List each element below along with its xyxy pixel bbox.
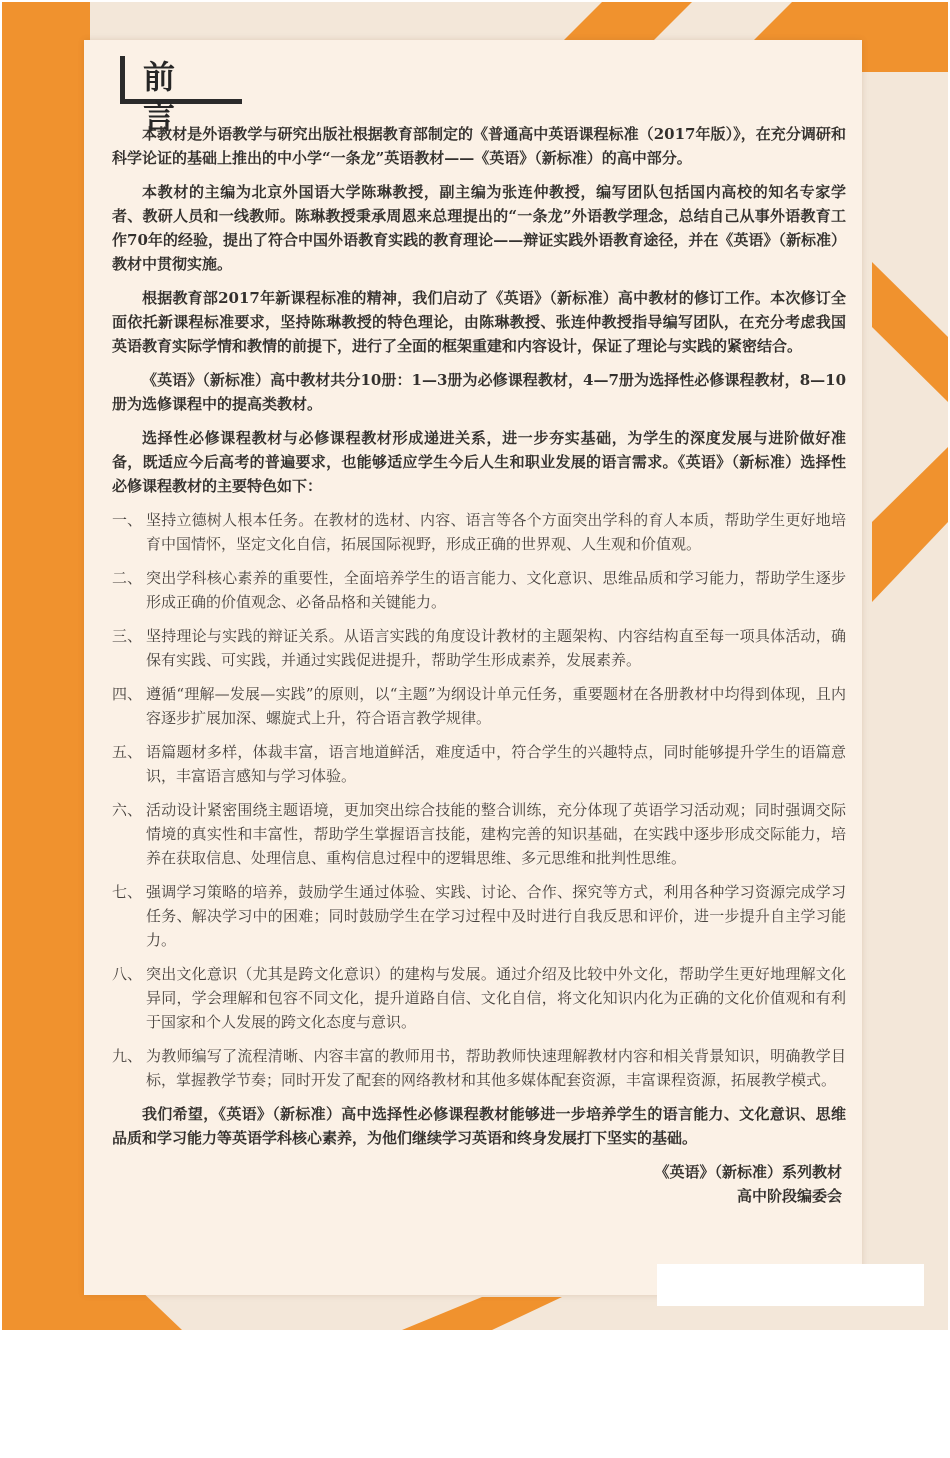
title-frame	[120, 56, 242, 136]
signature-committee: 高中阶段编委会	[736, 1187, 842, 1205]
paragraph: 《英语》（新标准）高中教材共分10册：1—3册为必修课程教材，4—7册为选择性必修课程教材，8—10册为选修课程中的提高类教材。	[112, 371, 846, 413]
signature-series: 《英语》（新标准）系列教材	[654, 1163, 842, 1181]
list-number: 一、	[112, 511, 143, 529]
list-item	[112, 682, 846, 730]
paragraph: 本教材是外语教学与研究出版社根据教育部制定的《普通高中英语课程标准（2017年版）》，在充分调研和科学论证的基础上推出的中小学“一条龙”英语教材——《英语》（新标准）的高中部分。	[112, 125, 846, 167]
list-item	[112, 740, 846, 788]
list-text: 突出学科核心素养的重要性，全面培养学生的语言能力、文化意识、思维品质和学习能力，帮助学生逐步形成正确的价值观念、必备品格和关键能力。	[146, 569, 846, 611]
paragraph: 选择性必修课程教材与必修课程教材形成递进关系，进一步夯实基础，为学生的深度发展与进阶做好准备，既适应今后高考的普遍要求，也能够适应学生今后人生和职业发展的语言需求。《英语》（新标准）选择性必修课程教材的主要特色如下：	[112, 429, 846, 495]
list-text: 坚持理论与实践的辩证关系。从语言实践的角度设计教材的主题架构、内容结构直至每一项具体活动，确保有实践、可实践，并通过实践促进提升，帮助学生形成素养，发展素养。	[146, 627, 846, 669]
list-number: 七、	[112, 883, 143, 901]
signature-block	[112, 1160, 842, 1208]
right-orange-stripe-1	[872, 262, 948, 402]
right-orange-stripe-2	[872, 447, 948, 602]
page-title: 前 言	[143, 58, 194, 136]
bottom-orange-stripe	[402, 1297, 562, 1330]
feature-list	[112, 508, 846, 1092]
list-number: 九、	[112, 1047, 143, 1065]
list-item	[112, 508, 846, 556]
list-text: 为教师编写了流程清晰、内容丰富的教师用书，帮助教师快速理解教材内容和相关背景知识，明确教学目标，掌握教学节奏；同时开发了配套的网络教材和其他多媒体配套资源，丰富课程资源，拓展教学模式。	[146, 1047, 846, 1089]
list-item	[112, 880, 846, 952]
list-text: 强调学习策略的培养，鼓励学生通过体验、实践、讨论、合作、探究等方式，利用各种学习资源完成学习任务、解决学习中的困难；同时鼓励学生在学习过程中及时进行自我反思和评价，进一步提升自主学习能力。	[146, 883, 846, 949]
list-item	[112, 798, 846, 870]
list-item	[112, 962, 846, 1034]
list-item	[112, 566, 846, 614]
list-text: 语篇题材多样，体裁丰富，语言地道鲜活，难度适中，符合学生的兴趣特点，同时能够提升学生的语篇意识，丰富语言感知与学习体验。	[146, 743, 846, 785]
list-number: 三、	[112, 627, 143, 645]
list-number: 八、	[112, 965, 143, 983]
list-number: 五、	[112, 743, 143, 761]
paragraph: 本教材的主编为北京外国语大学陈琳教授，副主编为张连仲教授，编写团队包括国内高校的知名专家学者、教研人员和一线教师。陈琳教授秉承周恩来总理提出的“一条龙”外语教学理念，总结自己从事外语教育工作70年的经验，提出了符合中国外语教育实践的教育理论——辩证实践外语教育途径，并在《英语》（新标准）教材中贯彻实施。	[112, 183, 846, 273]
paragraph: 根据教育部2017年新课程标准的精神，我们启动了《英语》（新标准）高中教材的修订工作。本次修订全面依托新课程标准要求，坚持陈琳教授的特色理论，由陈琳教授、张连仲教授指导编写团队，在充分考虑我国英语教育实际学情和教情的前提下，进行了全面的框架重建和内容设计，保证了理论与实践的紧密结合。	[112, 289, 846, 355]
left-orange-band	[2, 2, 90, 1330]
list-item	[112, 624, 846, 672]
list-text: 坚持立德树人根本任务。在教材的选材、内容、语言等各个方面突出学科的育人本质，帮助学生更好地培育中国情怀，坚定文化自信，拓展国际视野，形成正确的世界观、人生观和价值观。	[146, 511, 846, 553]
blank-overlay	[657, 1264, 924, 1306]
closing-paragraph: 我们希望，《英语》（新标准）高中选择性必修课程教材能够进一步培养学生的语言能力、文化意识、思维品质和学习能力等英语学科核心素养，为他们继续学习英语和终身发展打下坚实的基础。	[112, 1105, 846, 1147]
preface-body	[112, 122, 846, 1208]
list-text: 遵循“理解—发展—实践”的原则，以“主题”为纲设计单元任务，重要题材在各册教材中均得到体现，且内容逐步扩展加深、螺旋式上升，符合语言教学规律。	[146, 685, 846, 727]
list-number: 六、	[112, 801, 143, 819]
list-number: 二、	[112, 569, 143, 587]
list-text: 活动设计紧密围绕主题语境，更加突出综合技能的整合训练，充分体现了英语学习活动观；同时强调交际情境的真实性和丰富性，帮助学生掌握语言技能，建构完善的知识基础，在实践中逐步形成交际能力，培养在获取信息、处理信息、重构信息过程中的逻辑思维、多元思维和批判性思维。	[146, 801, 846, 867]
list-text: 突出文化意识（尤其是跨文化意识）的建构与发展。通过介绍及比较中外文化，帮助学生更好地理解文化异同，学会理解和包容不同文化，提升道路自信、文化自信，将文化知识内化为正确的文化价值观和有利于国家和个人发展的跨文化态度与意识。	[146, 965, 846, 1031]
list-number: 四、	[112, 685, 143, 703]
list-item	[112, 1044, 846, 1092]
